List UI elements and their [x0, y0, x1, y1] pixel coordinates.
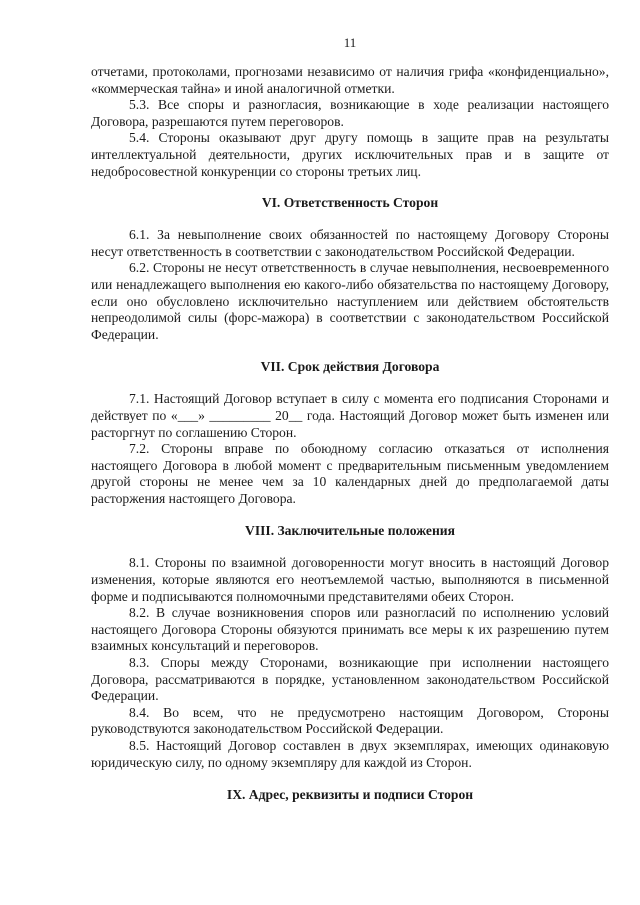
paragraph-5-4: 5.4. Стороны оказывают друг другу помощь в защите прав на результаты интеллектуальной деятельности, других исключительных прав и в защите от недобросовестной конкуренции со стороны третьих лиц.	[91, 130, 609, 179]
paragraph-8-4: 8.4. Во всем, что не предусмотрено настоящим Договором, Стороны руководствуются законодательством Российской Федерации.	[91, 704, 609, 737]
section-heading-8: VIII. Заключительные положения	[245, 523, 455, 539]
page-number: 11	[343, 35, 357, 50]
paragraph-8-5: 8.5. Настоящий Договор составлен в двух экземплярах, имеющих одинаковую юридическую силу, по одному экземпляру для каждой из Сторон.	[91, 738, 609, 770]
paragraph-8-2: 8.2. В случае возникновения споров или разногласий по исполнению условий настоящего Договора Стороны обязуются принимать все меры к их разрешению путем взаимных консультаций и переговоров.	[91, 605, 609, 654]
section-heading-9: IX. Адрес, реквизиты и подписи Сторон	[226, 787, 474, 803]
paragraph-7-2: 7.2. Стороны вправе по обоюдному согласию отказаться от исполнения настоящего Договора в любой момент с предварительным письменным уведомлением другой стороны не менее чем за 10 календарных дней до предполагаемой даты расторжения настоящего Договора.	[91, 441, 609, 506]
paragraph-5-3: 5.3. Все споры и разногласия, возникающие в ходе реализации настоящего Договора, разрешаются путем переговоров.	[91, 97, 609, 129]
paragraph-6-2: 6.2. Стороны не несут ответственность в случае невыполнения, несвоевременного или ненадлежащего выполнения ею какого-либо обязательства по настоящему Договору, если оно обусловлено исключительно наступлением или действием обстоятельств непреодолимой силы (форс-мажора) в соответствии с законодательством Российской Федерации.	[91, 260, 609, 342]
paragraph-8-1: 8.1. Стороны по взаимной договоренности могут вносить в настоящий Договор изменения, которые являются его неотъемлемой частью, выполняются в письменной форме и подписываются полномочными представителями обеих Сторон.	[91, 555, 609, 604]
paragraph-8-3: 8.3. Споры между Сторонами, возникающие при исполнении настоящего Договора, рассматриваются в порядке, установленном законодательством Российской Федерации.	[91, 655, 609, 704]
paragraph-7-1: 7.1. Настоящий Договор вступает в силу с момента его подписания Сторонами и действует по «___» _________ 20__ года. Настоящий Договор может быть изменен или расторгнут по соглашению Сторон.	[91, 391, 609, 440]
document-page	[91, 34, 609, 819]
paragraph-5-2-continuation: отчетами, протоколами, прогнозами независимо от наличия грифа «конфиденциально», «коммерческая тайна» и иной аналогичной отметки.	[91, 64, 609, 96]
section-heading-7: VII. Срок действия Договора	[260, 359, 440, 375]
section-heading-6: VI. Ответственность Сторон	[261, 195, 439, 211]
paragraph-6-1: 6.1. За невыполнение своих обязанностей по настоящему Договору Стороны несут ответственность в соответствии с законодательством Российской Федерации.	[91, 227, 609, 259]
